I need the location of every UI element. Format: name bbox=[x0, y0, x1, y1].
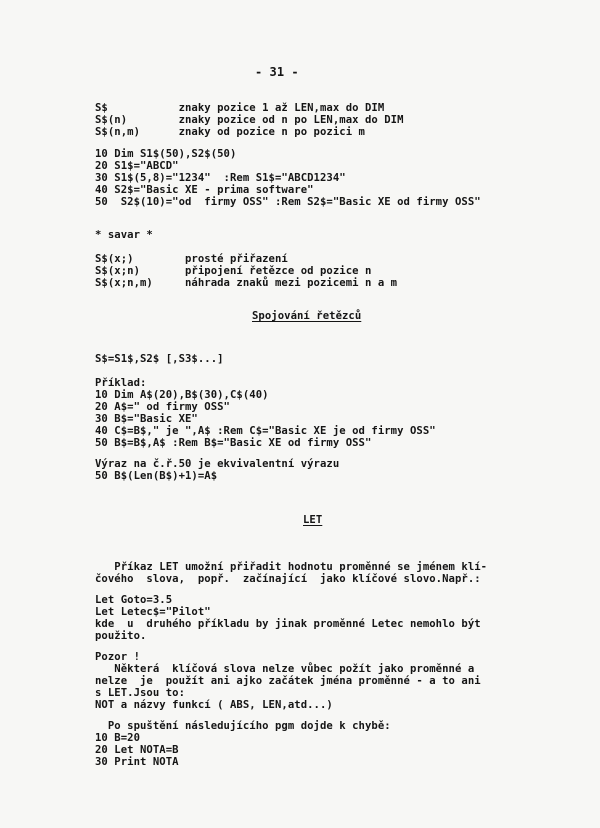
text-line: Po spuštění následujícího pgm dojde k chybě: bbox=[95, 720, 391, 732]
savar-line: S$(x;n) připojení řetězce od pozice n bbox=[95, 265, 372, 277]
text-line: čového slova, popř. začínající jako klíčové slovo.Např.: bbox=[95, 573, 481, 585]
substring-line: S$(n,m) znaky od pozice n po pozici m bbox=[95, 126, 365, 138]
code-line: 20 A$=" od firmy OSS" bbox=[95, 401, 230, 413]
text-line: nelze je použít ani ajko začátek jména proměnné - a to ani bbox=[95, 675, 481, 687]
warning-title: Pozor ! bbox=[95, 651, 140, 663]
text-line: s LET.Jsou to: bbox=[95, 687, 185, 699]
code-line: 30 S1$(5,8)="1234" :Rem S1$="ABCD1234" bbox=[95, 172, 346, 184]
page-number: - 31 - bbox=[255, 65, 299, 79]
savar-line: S$(x;) prosté přiřazení bbox=[95, 253, 288, 265]
code-line: Let Letec$="Pilot" bbox=[95, 606, 211, 618]
concat-heading: Spojování řetězců bbox=[252, 310, 362, 322]
code-line: 10 Dim A$(20),B$(30),C$(40) bbox=[95, 389, 269, 401]
code-line: 50 B$(Len(B$)+1)=A$ bbox=[95, 470, 218, 482]
code-line: 10 Dim S1$(50),S2$(50) bbox=[95, 148, 237, 160]
code-line: 20 S1$="ABCD" bbox=[95, 160, 179, 172]
substring-line: S$(n) znaky pozice od n po LEN,max do DIM bbox=[95, 114, 404, 126]
code-line: 30 Print NOTA bbox=[95, 756, 179, 768]
savar-heading: * savar * bbox=[95, 229, 153, 241]
text-line: Některá klíčová slova nelze vůbec požít jako proměnné a bbox=[95, 663, 475, 675]
code-line: 10 B=20 bbox=[95, 732, 140, 744]
text-line: použito. bbox=[95, 630, 147, 642]
let-heading: LET bbox=[303, 514, 323, 526]
code-line: 20 Let NOTA=B bbox=[95, 744, 179, 756]
text-line: Příkaz LET umožní přiřadit hodnotu proměnné se jménem klí- bbox=[95, 561, 488, 573]
code-line: Let Goto=3.5 bbox=[95, 594, 173, 606]
text-line: kde u druhého příkladu by jinak proměnné Letec nemohlo být bbox=[95, 618, 481, 630]
substring-line: S$ znaky pozice 1 až LEN,max do DIM bbox=[95, 102, 385, 114]
code-line: 40 S2$="Basic XE - prima software" bbox=[95, 184, 314, 196]
code-line: 50 S2$(10)="od firmy OSS" :Rem S2$="Basic XE od firmy OSS" bbox=[95, 196, 481, 208]
code-line: 40 C$=B$," je ",A$ :Rem C$="Basic XE je od firmy OSS" bbox=[95, 425, 436, 437]
text-line: NOT a názvy funkcí ( ABS, LEN,atd...) bbox=[95, 699, 333, 711]
example-label: Příklad: bbox=[95, 377, 147, 389]
savar-line: S$(x;n,m) náhrada znaků mezi pozicemi n a m bbox=[95, 277, 398, 289]
concat-syntax: S$=S1$,S2$ [,S3$...] bbox=[95, 353, 224, 365]
text-line: Výraz na č.ř.50 je ekvivalentní výrazu bbox=[95, 458, 340, 470]
code-line: 50 B$=B$,A$ :Rem B$="Basic XE od firmy OSS" bbox=[95, 437, 372, 449]
code-line: 30 B$="Basic XE" bbox=[95, 413, 198, 425]
